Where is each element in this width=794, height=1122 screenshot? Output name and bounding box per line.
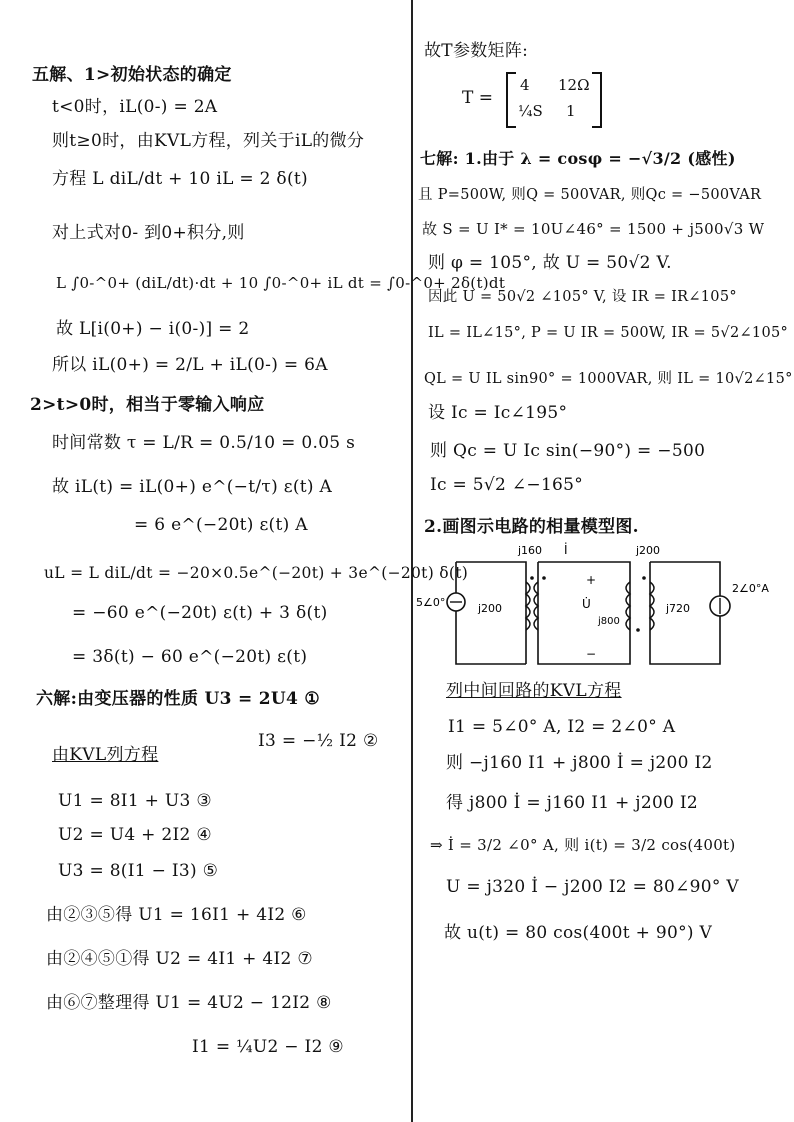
q7-subtitle-2: 2.画图示电路的相量模型图. [424, 517, 639, 537]
label-i-phasor: İ [564, 543, 568, 557]
q6-title: 六解:由变压器的性质 U3 = 2U4 ① [36, 689, 320, 709]
q7-line-15: U = j320 İ − j200 I2 = 80∠90° V [446, 877, 739, 897]
matrix-cell-21: ¼S [518, 102, 543, 120]
q5-line-4: 对上式对0- 到0+积分,则 [52, 223, 245, 243]
q7-line-2: 故 S = U I* = 10U∠46° = 1500 + j500√3 W [422, 220, 765, 238]
q7-line-1: 且 P=500W, 则Q = 500VAR, 则Qc = −500VAR [418, 187, 762, 203]
matrix-left-bracket [506, 72, 516, 128]
q5-line-7: 所以 iL(0+) = 2/L + iL(0-) = 6A [52, 355, 328, 375]
q7-line-5: IL = IL∠15°, P = U IR = 500W, IR = 5√2∠105° [428, 325, 789, 341]
label-j800: j800 [598, 616, 620, 627]
q5-line-6: 故 L[i(0+) − i(0-)] = 2 [56, 319, 250, 339]
q6-line-8: 由⑥⑦整理得 U1 = 4U2 − 12I2 ⑧ [46, 993, 332, 1013]
q5-line-1: t<0时，iL(0-) = 2A [52, 97, 218, 117]
q6-line-5: U3 = 8(I1 − I3) ⑤ [58, 861, 219, 881]
label-u-phasor: U̇ [582, 597, 591, 611]
q5-subtitle-2: 2>t>0时，相当于零输入响应 [30, 395, 265, 415]
q5-line-10: = 6 e^(−20t) ε(t) A [134, 515, 308, 535]
q7-line-4: 因此 U = 50√2 ∠105° V, 设 IR = IR∠105° [428, 289, 737, 305]
q7-line-11: I1 = 5∠0° A, I2 = 2∠0° A [448, 717, 676, 737]
matrix-cell-11: 4 [520, 76, 530, 94]
middle-loop-wire [538, 562, 630, 664]
q6-line-7: 由②④⑤①得 U2 = 4I1 + 4I2 ⑦ [46, 949, 313, 969]
t-parameter-matrix [454, 72, 654, 132]
q7-line-14: ⇒ İ = 3/2 ∠0° A, 则 i(t) = 3/2 cos(400t) [430, 836, 736, 854]
label-j720: j720 [666, 602, 691, 615]
matrix-cell-12: 12Ω [558, 76, 590, 94]
q6-line-9: I1 = ¼U2 − I2 ⑨ [192, 1037, 344, 1057]
q7-line-9: Ic = 5√2 ∠−165° [430, 475, 584, 495]
label-j160: j160 [518, 544, 543, 557]
q5-line-11: uL = L diL/dt = −20×0.5e^(−20t) + 3e^(−20t) δ(t) [44, 564, 469, 582]
q5-line-8: 时间常数 τ = L/R = 0.5/10 = 0.05 s [52, 433, 356, 453]
right-column [414, 0, 794, 1122]
q5-line-9: 故 iL(t) = iL(0+) e^(−t/τ) ε(t) A [52, 477, 333, 497]
q7-line-3: 则 φ = 105°, 故 U = 50√2 V. [428, 253, 672, 273]
label-minus: − [586, 647, 597, 661]
q6-line-4: U2 = U4 + 2I2 ④ [58, 825, 212, 845]
label-source-5: 5∠0° [416, 596, 446, 609]
q7-line-16: 故 u(t) = 80 cos(400t + 90°) V [444, 923, 713, 943]
phasor-circuit-diagram [414, 540, 792, 675]
q6-line-3: U1 = 8I1 + U3 ③ [58, 791, 212, 811]
q5-line-2: 则t≥0时，由KVL方程，列关于iL的微分 [52, 131, 365, 151]
label-plus: + [586, 573, 597, 587]
q7-line-7: 设 Ic = Ic∠195° [428, 403, 568, 423]
q6-line-2: 由KVL列方程 [52, 745, 159, 765]
label-source-2: 2∠0°A [732, 582, 769, 595]
label-j200-top: j200 [636, 544, 661, 557]
matrix-cell-22: 1 [566, 102, 576, 120]
q5-line-13: = 3δ(t) − 60 e^(−20t) ε(t) [72, 647, 308, 667]
q5-title: 五解、1>初始状态的确定 [32, 65, 232, 85]
q6-line-1: I3 = −½ I2 ② [258, 731, 379, 751]
q7-line-6: QL = U IL sin90° = 1000VAR, 则 IL = 10√2∠15° [424, 371, 793, 387]
q5-line-12: = −60 e^(−20t) ε(t) + 3 δ(t) [72, 603, 328, 623]
q7-line-8: 则 Qc = U Ic sin(−90°) = −500 [430, 441, 706, 461]
q7-line-13: 得 j800 İ = j160 I1 + j200 I2 [446, 793, 699, 813]
q7-title: 七解: 1.由于 λ = cosφ = −√3/2 (感性) [420, 149, 736, 168]
q6-line-6: 由②③⑤得 U1 = 16I1 + 4I2 ⑥ [46, 905, 307, 925]
q7-line-10: 列中间回路的KVL方程 [446, 681, 622, 701]
q5-line-5: L ∫0-^0+ (diL/dt)·dt + 10 ∫0-^0+ iL dt = ∫0-^0+ 2δ(t)dt [56, 274, 506, 292]
t-matrix-caption: 故T参数矩阵: [424, 41, 529, 61]
matrix-label: T = [462, 88, 493, 108]
label-j200: j200 [478, 602, 503, 615]
q5-line-3: 方程 L diL/dt + 10 iL = 2 δ(t) [52, 169, 308, 189]
matrix-right-bracket [592, 72, 602, 128]
q7-line-12: 则 −j160 I1 + j800 İ = j200 I2 [446, 753, 713, 773]
